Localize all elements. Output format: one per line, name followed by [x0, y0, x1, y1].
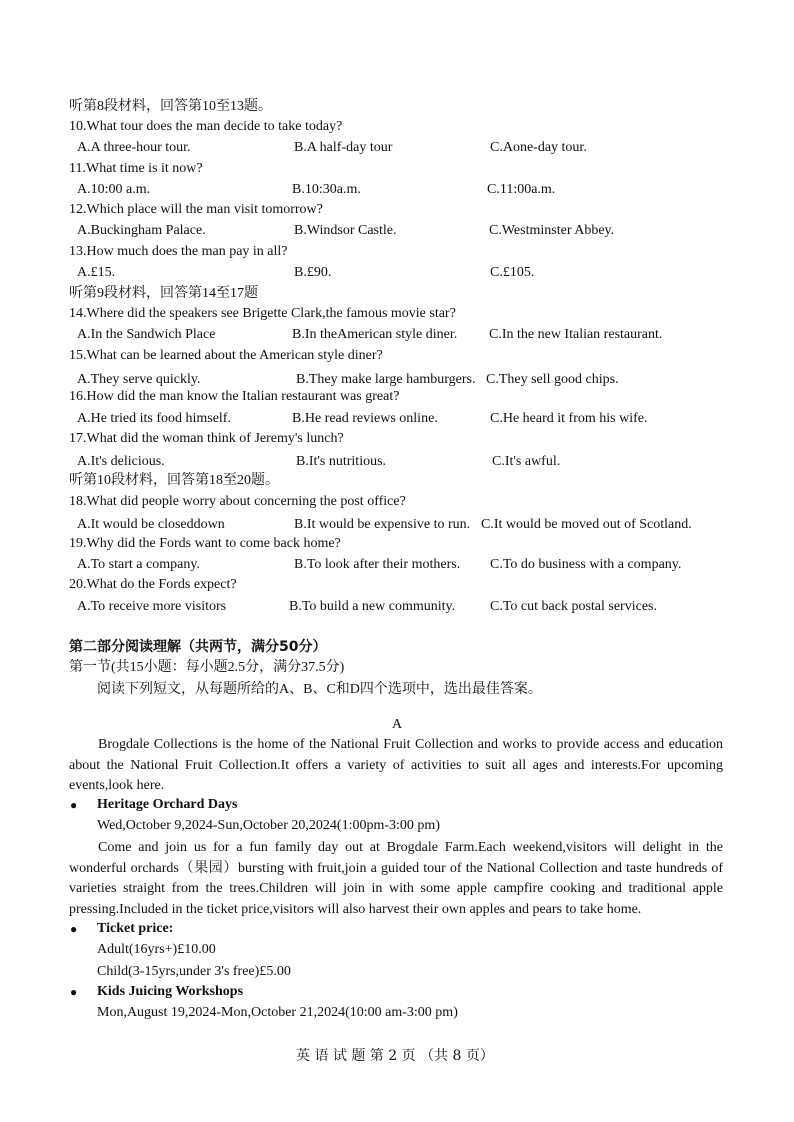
option-a: A.They serve quickly. — [77, 372, 201, 387]
option-a: A.To start a company. — [77, 557, 200, 572]
question-text: 10.What tour does the man decide to take today? — [69, 119, 343, 134]
heritage-date: Wed,October 9,2024-Sun,October 20,2024(1:00pm-3:00 pm) — [97, 818, 440, 833]
kids-workshop-date: Mon,August 19,2024-Mon,October 21,2024(10:00 am-3:00 pm) — [97, 1005, 458, 1020]
option-b: B.It's nutritious. — [296, 454, 387, 469]
ticket-child: Child(3-15yrs,under 3's free)£5.00 — [97, 964, 291, 979]
option-a: A.It would be closeddown — [77, 517, 225, 532]
option-b: B.To look after their mothers. — [294, 557, 461, 572]
bullet-icon: ● — [70, 798, 78, 812]
option-c: C.11:00a.m. — [487, 182, 556, 197]
option-b: B.Windsor Castle. — [294, 223, 397, 238]
option-b: B.10:30a.m. — [292, 182, 361, 197]
ticket-adult: Adult(16yrs+)£10.00 — [97, 942, 216, 957]
bullet-icon: ● — [70, 922, 78, 936]
option-c: C.They sell good chips. — [486, 372, 619, 387]
ticket-title: Ticket price: — [97, 921, 174, 936]
option-c: C.He heard it from his wife. — [490, 411, 648, 426]
question-text: 15.What can be learned about the American style diner? — [69, 348, 383, 363]
page-footer: 英 语 试 题 第 2 页 （共 8 页） — [296, 1048, 494, 1064]
reading-instruction: 阅读下列短文，从每题所给的A、B、C和D四个选项中，选出最佳答案。 — [97, 682, 542, 697]
option-a: A.He tried its food himself. — [77, 411, 231, 426]
option-b: B.£90. — [294, 265, 332, 280]
option-b: B.It would be expensive to run. — [294, 517, 471, 532]
option-a: A.A three-hour tour. — [77, 140, 191, 155]
option-a: A.£15. — [77, 265, 116, 280]
option-c: C.To cut back postal services. — [490, 599, 657, 614]
heritage-title: Heritage Orchard Days — [97, 797, 238, 812]
passage-letter: A — [392, 717, 403, 732]
option-c: C.In the new Italian restaurant. — [489, 327, 663, 342]
option-c: C.It would be moved out of Scotland. — [481, 517, 692, 532]
option-a: A.To receive more visitors — [77, 599, 227, 614]
option-c: C.Aone-day tour. — [490, 140, 587, 155]
section-9-header: 听第9段材料，回答第14至17题 — [69, 286, 258, 301]
section-8-header: 听第8段材料，回答第10至13题。 — [69, 99, 272, 114]
option-c: C.£105. — [490, 265, 535, 280]
question-text: 14.Where did the speakers see Brigette Clark,the famous movie star? — [69, 306, 456, 321]
option-b: B.In theAmerican style diner. — [292, 327, 458, 342]
question-text: 13.How much does the man pay in all? — [69, 244, 288, 259]
question-text: 19.Why did the Fords want to come back home? — [69, 536, 341, 551]
question-text: 12.Which place will the man visit tomorrow? — [69, 202, 323, 217]
part-two-title: 第二部分阅读理解（共两节，满分50分） — [69, 639, 327, 655]
option-b: B.They make large hamburgers. — [296, 372, 476, 387]
passage-intro: Brogdale Collections is the home of the National Fruit Collection and works to provide access and education about the National Fruit Collection.It offers a variety of activities to suit all ages and interests.For upcoming events,look here. — [69, 737, 723, 793]
question-text: 11.What time is it now? — [69, 161, 203, 176]
section-one-title: 第一节(共15小题：每小题2.5分，满分37.5分) — [69, 660, 345, 675]
option-c: C.To do business with a company. — [490, 557, 682, 572]
option-b: B.To build a new community. — [289, 599, 456, 614]
option-b: B.He read reviews online. — [292, 411, 438, 426]
question-text: 20.What do the Fords expect? — [69, 577, 237, 592]
option-a: A.It's delicious. — [77, 454, 165, 469]
section-10-header: 听第10段材料，回答第18至20题。 — [69, 473, 279, 488]
question-text: 16.How did the man know the Italian restaurant was great? — [69, 389, 400, 404]
option-c: C.Westminster Abbey. — [489, 223, 615, 238]
kids-workshop-title: Kids Juicing Workshops — [97, 984, 244, 999]
heritage-description: Come and join us for a fun family day out at Brogdale Farm.Each weekend,visitors will delight in the wonderful orchards（果园）bursting with fruit,join a guided tour of the National Collection and taste hundreds of varieties straight from the trees.Children will join in with some apple campfire cooking and traditional apple pressing.Included in the ticket price,visitors will also harvest their own apples and pears to take home. — [69, 840, 723, 917]
option-b: B.A half-day tour — [294, 140, 393, 155]
option-a: A.10:00 a.m. — [77, 182, 151, 197]
option-a: A.In the Sandwich Place — [77, 327, 216, 342]
question-text: 17.What did the woman think of Jeremy's lunch? — [69, 431, 344, 446]
option-c: C.It's awful. — [492, 454, 561, 469]
bullet-icon: ● — [70, 985, 78, 999]
option-a: A.Buckingham Palace. — [77, 223, 206, 238]
question-text: 18.What did people worry about concerning the post office? — [69, 494, 406, 509]
